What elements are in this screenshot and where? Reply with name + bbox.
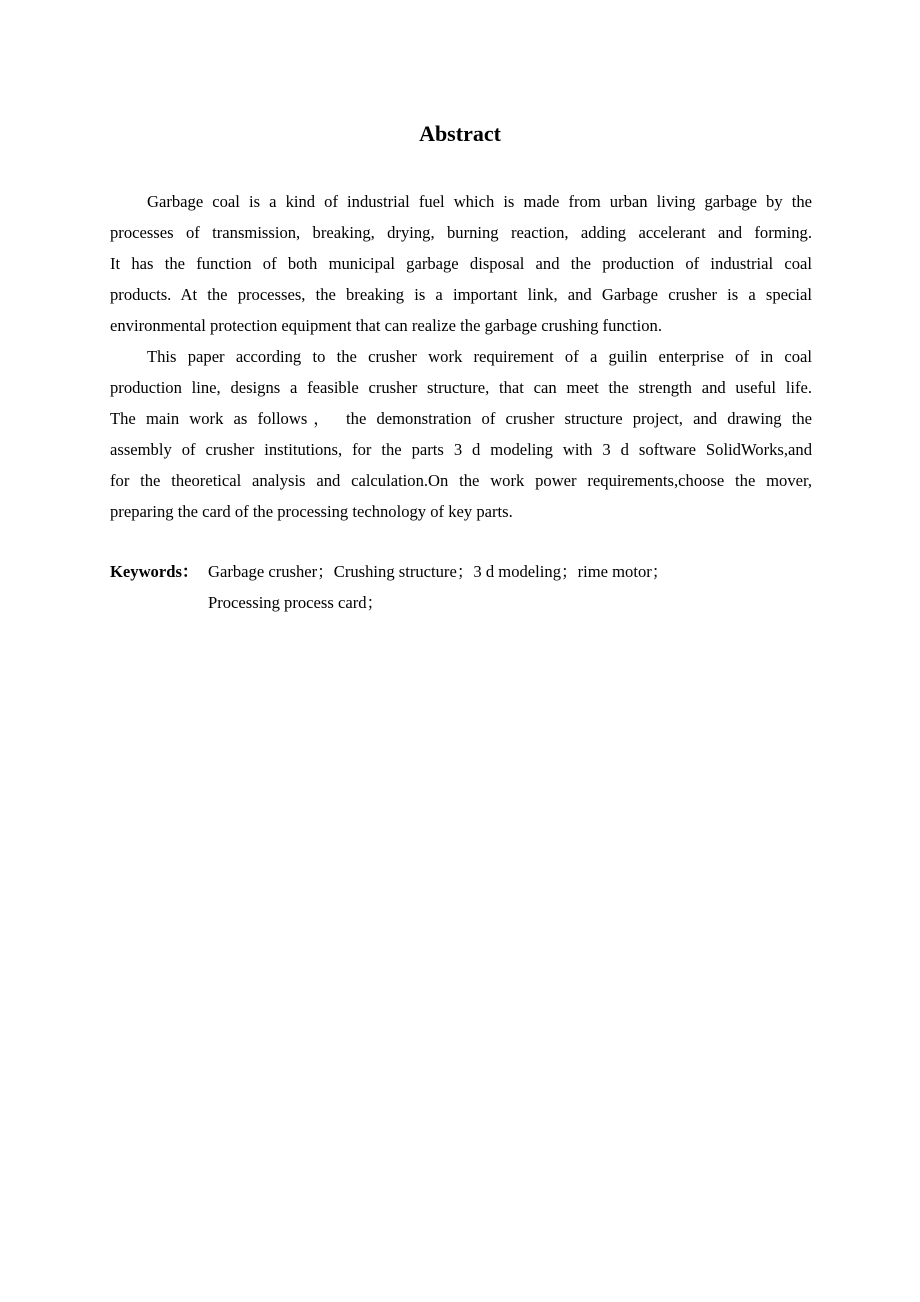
paragraph-line: production line, designs a feasible crusher structure, that can meet the strength and useful life. bbox=[110, 378, 812, 397]
paragraph-line: processes of transmission, breaking, drying, burning reaction, adding accelerant and forming. bbox=[110, 223, 812, 242]
paragraph-line: products. At the processes, the breaking is a important link, and Garbage crusher is a special bbox=[110, 285, 812, 304]
paragraph-line: The main work as follows， the demonstration of crusher structure project, and drawing the bbox=[110, 409, 812, 428]
paragraph-line: for the theoretical analysis and calculation.On the work power requirements,choose the mover, bbox=[110, 471, 812, 490]
abstract-paragraph-1 bbox=[110, 186, 812, 341]
abstract-body bbox=[110, 186, 812, 527]
keywords-label: Keywords： bbox=[110, 562, 199, 581]
paragraph-line: Garbage coal is a kind of industrial fuel which is made from urban living garbage by the bbox=[147, 192, 812, 211]
keywords-section bbox=[110, 556, 812, 618]
keywords-text-1: Garbage crusher；Crushing structure；3 d modeling；rime motor； bbox=[208, 562, 669, 581]
abstract-title: Abstract bbox=[419, 121, 501, 146]
keywords-line-2: Processing process card； bbox=[208, 593, 384, 612]
keywords-line-1 bbox=[110, 556, 812, 587]
paragraph-line: preparing the card of the processing technology of key parts. bbox=[110, 502, 513, 521]
abstract-paragraph-2 bbox=[110, 341, 812, 527]
paragraph-line: This paper according to the crusher work requirement of a guilin enterprise of in coal bbox=[147, 347, 812, 366]
paragraph-line: It has the function of both municipal garbage disposal and the production of industrial coal bbox=[110, 254, 812, 273]
paragraph-line: environmental protection equipment that can realize the garbage crushing function. bbox=[110, 316, 662, 335]
paragraph-line: assembly of crusher institutions, for the parts 3 d modeling with 3 d software SolidWorks,and bbox=[110, 440, 812, 459]
